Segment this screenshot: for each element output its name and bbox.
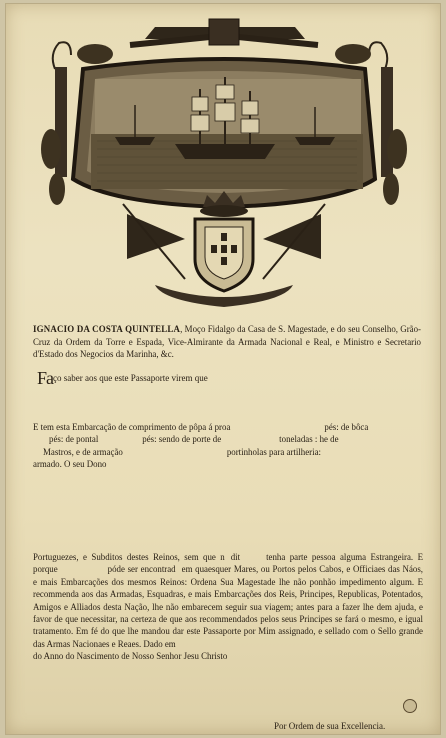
vessel-description	[33, 421, 421, 471]
signature-line: Por Ordem de sua Excellencia.	[274, 721, 386, 731]
vessel-length-text: E tem esta Embarcação de comprimento de pôpa á proa	[33, 422, 231, 432]
passport-body	[33, 551, 423, 663]
vessel-beam-text: pés: de bôca	[324, 422, 369, 432]
heading-paragraph	[33, 323, 421, 361]
opening-text: ço saber aos que este Passaporte virem que	[53, 373, 208, 383]
vessel-gunports-text: portinholas para artilheria:	[226, 446, 321, 457]
seal-stamp	[403, 699, 417, 713]
vessel-line-4	[33, 458, 421, 470]
engraved-vignette	[35, 9, 413, 309]
body-text-a: Portuguezes, e Subditos destes Reinos, sem que n	[33, 552, 225, 562]
body-text-f: do Anno do Nascimento de Nosso Senhor Jesu Christo	[33, 651, 228, 662]
minister-name: IGNACIO DA COSTA QUINTELLA	[33, 324, 181, 334]
body-text-b: dit	[230, 552, 241, 562]
vessel-line-1	[33, 421, 421, 433]
vessel-owner-text: armado. O seu Dono	[33, 459, 107, 470]
body-text-e: em quaesquer Mares, ou Portos pelos Cabos, e Officiaes das Náos, e mais Embarcações dos mesmos Reinos: Ordena Sua Magestade lhe não ponhão impedimento algum. E recommenda aos das Armadas, Esquadras, e mais Embarcações dos Reis, Principes, Republicas, Potentados, Amigos e Alliados desta Nação, lhe não embarecem seguir sua viagem; antes para a fazer lhe dem ajuda, e favor de que necessitar, na certeza de que aos recommendados pelos seus Principes se fará o mesmo, e igual tratamento. Em fé do que lhe mandou dar este Passaporte por Mim assignado, e sellado com o Sello grande das Armas Nacionaes e Reaes. Dado em	[33, 564, 423, 649]
body-text-c: tenha parte pessoa alguma Estrangeira. E porque	[33, 552, 423, 575]
vessel-line-3	[33, 446, 421, 458]
vessel-masts-text: Mastros, e de armação	[43, 446, 123, 457]
minister-titles: , Moço Fidalgo da Casa de S. Magestade, e do seu Conselho, Grão-Cruz da Ordem da Torre e Espada, Vice-Almirante da Armada Nacional e Real, e Ministro e Secretario d'Estado dos Negocios da Marinha, &c.	[33, 324, 421, 360]
vessel-line-2	[33, 433, 421, 445]
body-text-d: póde ser encontrad	[107, 564, 176, 575]
passport-sheet	[5, 3, 441, 735]
opening-dropcap: Fa	[37, 368, 53, 388]
vessel-tonnage-text: pés: sendo de porte de	[142, 434, 222, 445]
vessel-tons-text: toneladas : he de	[279, 434, 339, 445]
vessel-depth-text: pés: de pontal	[49, 434, 99, 445]
opening-line	[37, 368, 417, 388]
